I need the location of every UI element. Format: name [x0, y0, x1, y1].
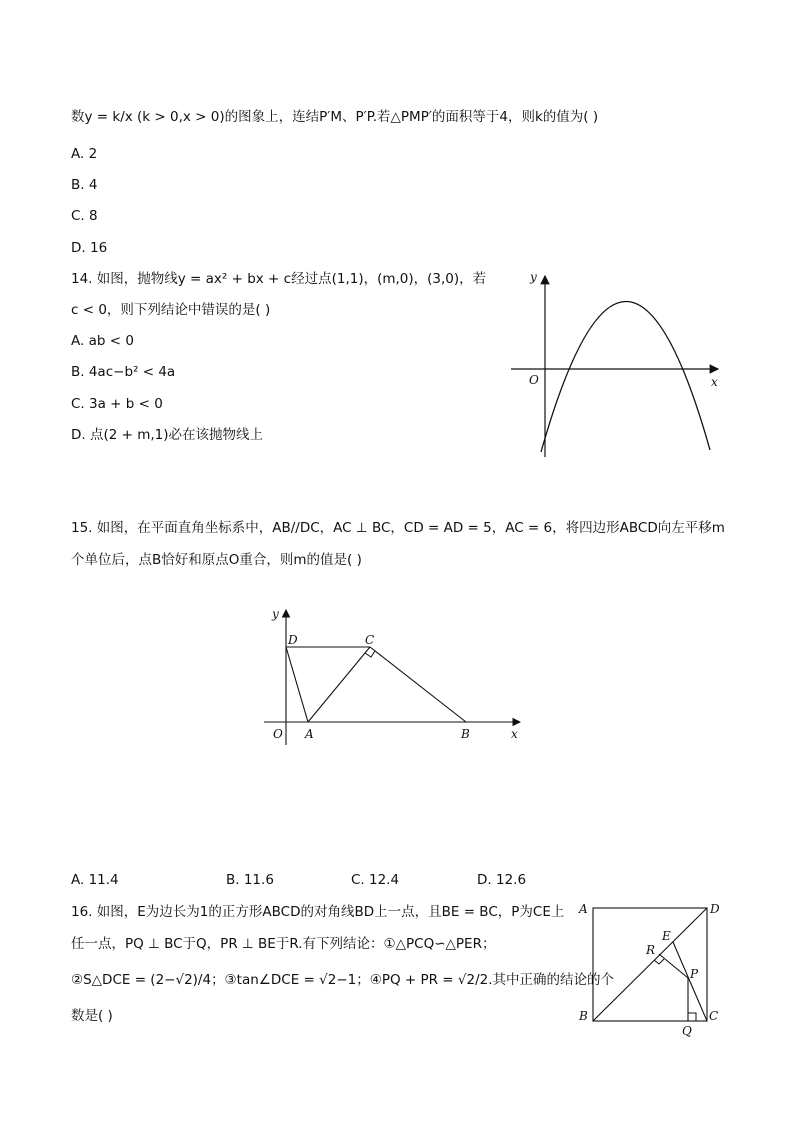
q15-side-cb — [370, 647, 466, 722]
q13-option-d[interactable]: D. 16 — [71, 240, 108, 256]
q16-stem-line2: 任一点，PQ ⊥ BC于Q，PR ⊥ BE于R.有下列结论：①△PCQ∽△PER； — [71, 936, 496, 952]
q15-label-b: B — [461, 727, 470, 741]
q16-label-a: A — [579, 902, 588, 916]
q16-label-c: C — [709, 1009, 719, 1023]
q15-quadrilateral-figure — [258, 600, 528, 750]
q16-stem-line4: 数是( ) — [71, 1008, 113, 1024]
q14-option-b[interactable]: B. 4ac−b² < 4a — [71, 364, 176, 380]
q14-stem-line2: c < 0，则下列结论中错误的是( ) — [71, 302, 271, 318]
q15-x-label: x — [511, 727, 518, 741]
q16-diagonal-bd — [593, 908, 707, 1021]
q15-option-d[interactable]: D. 12.6 — [477, 872, 527, 888]
q16-stem-line3: ②S△DCE = (2−√2)/4；③tan∠DCE = √2−1；④PQ + PR = √2/2.其中正确的结论的个 — [71, 972, 615, 988]
q15-label-d: D — [288, 633, 298, 647]
q14-parabola-curve — [541, 301, 710, 452]
q14-stem-line1: 14. 如图，抛物线y = ax² + bx + c经过点(1,1)，(m,0)，(3,0)，若 — [71, 271, 487, 287]
q16-label-b: B — [579, 1009, 588, 1023]
q14-origin-label: O — [529, 373, 539, 387]
q15-stem-line1: 15. 如图，在平面直角坐标系中，AB//DC，AC ⊥ BC，CD = AD = 5，AC = 6，将四边形ABCD向左平移m — [71, 520, 725, 536]
q16-label-e: E — [662, 929, 671, 943]
q15-side-da — [286, 647, 308, 722]
q15-option-c[interactable]: C. 12.4 — [351, 872, 400, 888]
q16-label-d: D — [710, 902, 720, 916]
q16-square-figure — [575, 896, 725, 1041]
q15-option-a[interactable]: A. 11.4 — [71, 872, 119, 888]
q13-stem: 数y = k/x (k > 0,x > 0)的图象上，连结P′M、P′P.若△PMP′的面积等于4，则k的值为( ) — [71, 109, 599, 125]
q16-label-q: Q — [682, 1024, 692, 1038]
q15-option-b[interactable]: B. 11.6 — [226, 872, 274, 888]
q14-parabola-figure — [505, 262, 730, 462]
q15-label-c: C — [365, 633, 375, 647]
q14-x-label: x — [711, 375, 718, 389]
q14-option-c[interactable]: C. 3a + b < 0 — [71, 396, 163, 412]
q14-y-label: y — [530, 270, 537, 284]
q13-option-a[interactable]: A. 2 — [71, 146, 98, 162]
q16-stem-line1: 16. 如图，E为边长为1的正方形ABCD的对角线BD上一点，且BE = BC，P为CE上 — [71, 904, 565, 920]
q15-side-ac — [308, 647, 370, 722]
q15-label-o: O — [273, 727, 283, 741]
q14-option-d[interactable]: D. 点(2 + m,1)必在该抛物线上 — [71, 427, 264, 443]
q16-right-angle-q — [688, 1013, 696, 1021]
q13-option-b[interactable]: B. 4 — [71, 177, 98, 193]
q15-label-a: A — [305, 727, 314, 741]
q16-segment-ce — [673, 942, 707, 1021]
q16-label-p: P — [690, 967, 699, 981]
q15-stem-line2: 个单位后，点B恰好和原点O重合，则m的值是( ) — [71, 552, 362, 568]
q15-y-label: y — [272, 607, 279, 621]
q16-label-r: R — [646, 943, 656, 957]
q14-option-a[interactable]: A. ab < 0 — [71, 333, 134, 349]
q13-option-c[interactable]: C. 8 — [71, 208, 98, 224]
